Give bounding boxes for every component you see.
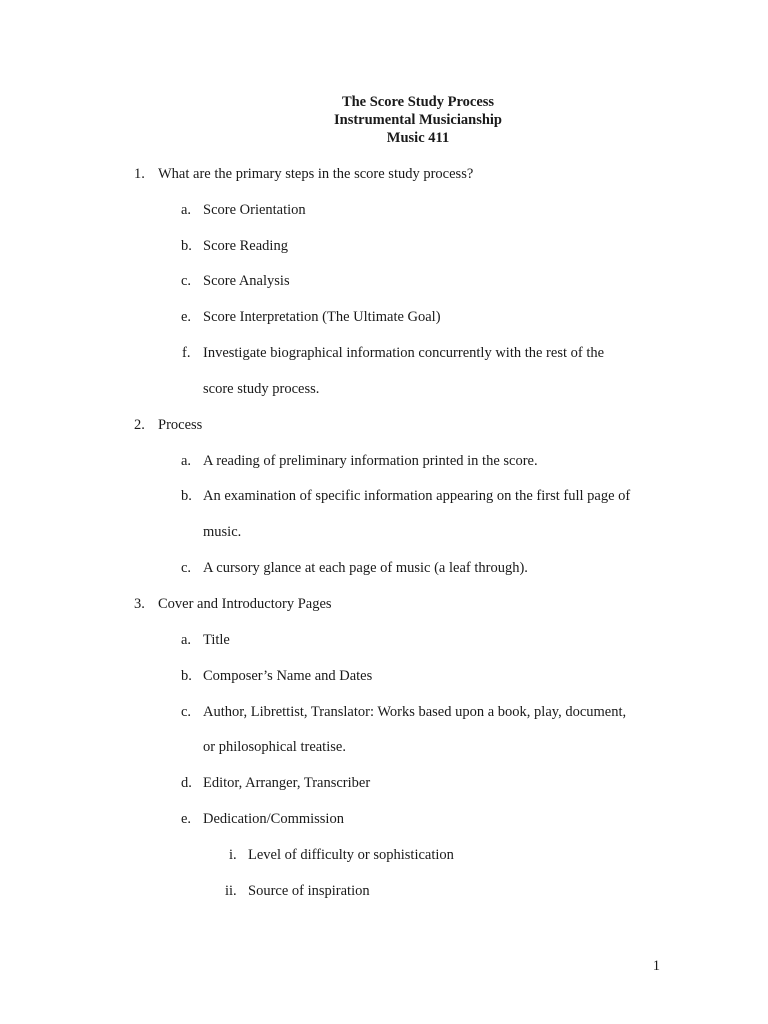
page-number: 1	[652, 958, 660, 974]
sub-marker: c.	[181, 273, 192, 289]
document-subtitle: Instrumental Musicianship	[334, 112, 502, 128]
sub-item-text: Composer’s Name and Dates	[203, 668, 373, 684]
sub-marker: c.	[181, 704, 192, 720]
list-item-text: Process	[158, 417, 203, 433]
sub-item-text: Score Reading	[203, 238, 288, 254]
document-header	[0, 93, 768, 147]
sub-marker: e.	[181, 811, 192, 827]
sub-marker: d.	[181, 775, 192, 791]
sub-item-text: Author, Librettist, Translator: Works based upon a book, play, document,	[203, 704, 627, 720]
list-marker: 3.	[134, 596, 145, 612]
sub-item-text: Editor, Arranger, Transcriber	[203, 775, 371, 791]
sub-marker: b.	[181, 668, 192, 684]
sub-item-text-continued: score study process.	[203, 381, 320, 397]
sub-marker: f.	[182, 345, 191, 361]
sub-item-text: An examination of specific information appearing on the first full page of	[203, 488, 631, 504]
list-item-text: What are the primary steps in the score study process?	[158, 166, 474, 182]
sub-sub-marker: ii.	[225, 883, 237, 899]
sub-sub-marker: i.	[229, 847, 237, 863]
sub-item-text: Score Interpretation (The Ultimate Goal)	[203, 309, 441, 325]
sub-marker: a.	[181, 453, 192, 469]
sub-marker: a.	[181, 202, 192, 218]
sub-sub-item-text: Level of difficulty or sophistication	[248, 847, 454, 863]
sub-item-text: Investigate biographical information concurrently with the rest of the	[203, 345, 605, 361]
sub-item-text: A cursory glance at each page of music (a leaf through).	[203, 560, 528, 576]
sub-marker: c.	[181, 560, 192, 576]
sub-marker: b.	[181, 238, 192, 254]
sub-item-text: Title	[203, 632, 230, 648]
sub-marker: e.	[181, 309, 192, 325]
document-title: The Score Study Process	[341, 94, 495, 110]
sub-item-text: Dedication/Commission	[203, 811, 344, 827]
list-marker: 1.	[134, 166, 145, 182]
sub-item-text: Score Orientation	[203, 202, 306, 218]
list-item-text: Cover and Introductory Pages	[158, 596, 332, 612]
sub-item-text-continued: music.	[203, 524, 242, 540]
sub-item-text: Score Analysis	[203, 273, 290, 289]
sub-item-text-continued: or philosophical treatise.	[203, 739, 346, 755]
course-number: Music 411	[386, 130, 450, 146]
list-marker: 2.	[134, 417, 145, 433]
sub-marker: a.	[181, 632, 192, 648]
sub-item-text: A reading of preliminary information printed in the score.	[203, 453, 538, 469]
sub-marker: b.	[181, 488, 192, 504]
sub-sub-item-text: Source of inspiration	[248, 883, 370, 899]
